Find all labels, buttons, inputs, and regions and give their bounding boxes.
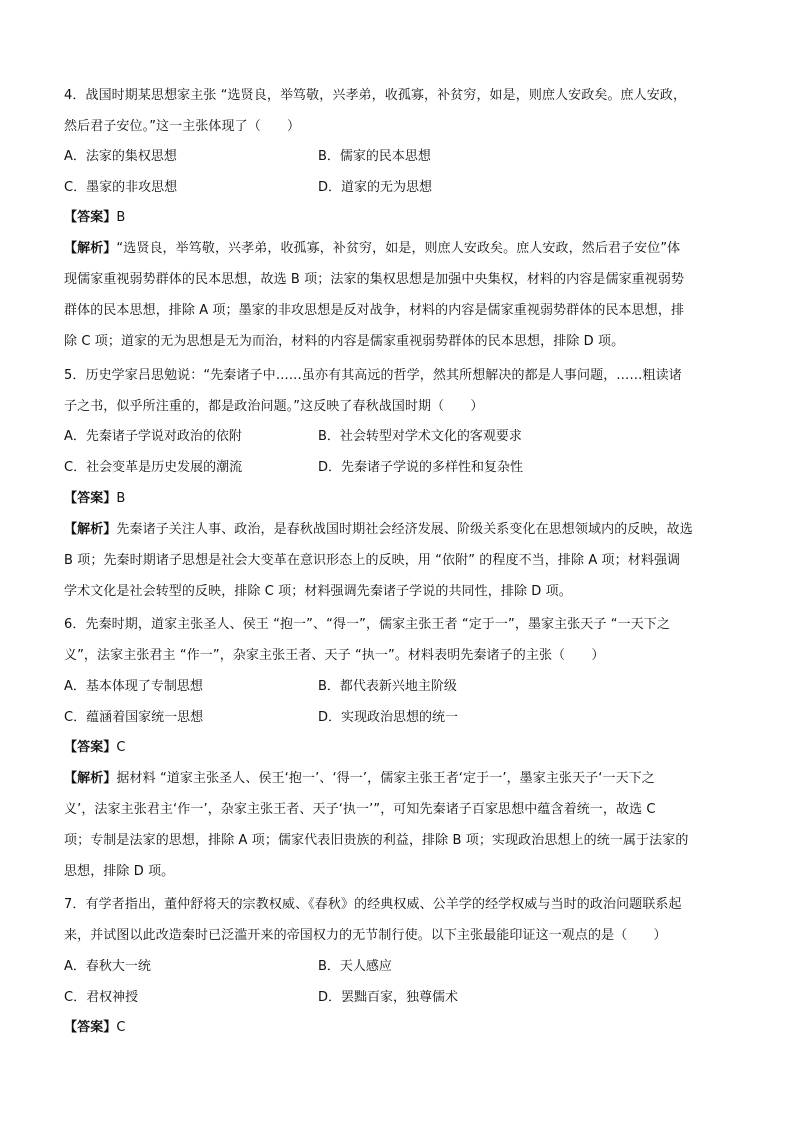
q7-option-c: C．君权神授 — [64, 990, 139, 1005]
q5-answer — [64, 491, 125, 507]
analysis-tag: 【解析】 — [64, 522, 117, 537]
q7-answer — [64, 1020, 126, 1036]
q4-stem-line-2: 然后君子安位。”这一主张体现了（ ） — [64, 119, 301, 134]
q4-option-b: B．儒家的民本思想 — [318, 149, 431, 164]
q5-stem-line-2: 子之书，似乎所注重的，都是政治问题。”这反映了春秋战国时期（ ） — [64, 399, 484, 414]
q5-option-a: A．先秦诸子学说对政治的依附 — [64, 429, 242, 444]
q5-stem-line-1: 5．历史学家吕思勉说：“先秦诸子中……虽亦有其高远的哲学，然其所想解决的都是人事问题，……粗读诸 — [64, 368, 682, 383]
answer-tag: 【答案】 — [64, 210, 117, 225]
q7-stem-line-1: 7．有学者指出，董仲舒将天的宗教权威、《春秋》的经典权威、公羊学的经学权威与当时的政治问题联系起 — [64, 897, 682, 912]
answer-value: C — [116, 740, 126, 755]
q4-option-a: A．法家的集权思想 — [64, 149, 177, 164]
q6-option-b: B．都代表新兴地主阶级 — [318, 679, 457, 694]
q6-option-c: C．蕴涵着国家统一思想 — [64, 710, 204, 725]
q6-analysis-line-4: 思想，排除 D 项。 — [64, 864, 175, 879]
q4-answer — [64, 210, 125, 226]
q4-option-c: C．墨家的非攻思想 — [64, 180, 178, 195]
analysis-text: 先秦诸子关注人事、政治，是春秋战国时期社会经济发展、阶级关系变化在思想领域内的反映，故选 — [116, 522, 693, 537]
q6-analysis-line-3: 项；专制是法家的思想，排除 A 项；儒家代表旧贵族的利益，排除 B 项；实现政治思想上的统一属于法家的 — [64, 833, 689, 848]
q6-answer — [64, 740, 126, 756]
answer-tag: 【答案】 — [64, 491, 117, 506]
q6-option-d: D．实现政治思想的统一 — [318, 710, 459, 725]
q6-option-a: A．基本体现了专制思想 — [64, 679, 203, 694]
q4-analysis-line-3: 群体的民本思想，排除 A 项；墨家的非攻思想是反对战争，材料的内容是儒家重视弱势群体的民本思想，排 — [64, 303, 685, 318]
q5-option-c: C．社会变革是历史发展的潮流 — [64, 460, 243, 475]
analysis-tag: 【解析】 — [64, 241, 117, 256]
q4-analysis-line-1 — [64, 241, 680, 257]
answer-tag: 【答案】 — [64, 1020, 117, 1035]
q6-analysis-line-2: 义’，法家主张君主‘作一’，杂家主张王者、天子‘执一’”，可知先秦诸子百家思想中蕴含着统一，故选 C — [64, 802, 656, 817]
q4-option-d: D．道家的无为思想 — [318, 180, 433, 195]
analysis-text: “选贤良，举笃敬，兴孝弟，收孤寡，补贫穷，如是，则庶人安政矣。庶人安政，然后君子安位”体 — [116, 241, 681, 256]
q5-analysis-line-1 — [64, 522, 693, 538]
q5-option-d: D．先秦诸子学说的多样性和复杂性 — [318, 460, 524, 475]
answer-value: C — [116, 1020, 126, 1035]
q7-option-b: B．天人感应 — [318, 959, 392, 974]
q4-analysis-line-2: 现儒家重视弱势群体的民本思想，故选 B 项；法家的集权思想是加强中央集权，材料的内容是儒家重视弱势 — [64, 272, 685, 287]
analysis-tag: 【解析】 — [64, 771, 117, 786]
answer-value: B — [116, 491, 126, 506]
q7-option-d: D．罢黜百家，独尊儒术 — [318, 990, 459, 1005]
q6-analysis-line-1 — [64, 771, 655, 787]
q5-option-b: B．社会转型对学术文化的客观要求 — [318, 429, 522, 444]
q5-analysis-line-3: 学术文化是社会转型的反映，排除 C 项；材料强调先秦诸子学说的共同性，排除 D 项。 — [64, 584, 572, 599]
answer-value: B — [116, 210, 126, 225]
analysis-text: 据材料 “道家主张圣人、侯王‘抱一’、‘得一’，儒家主张王者‘定于一’，墨家主张天子‘一天下之 — [116, 771, 655, 786]
answer-tag: 【答案】 — [64, 740, 117, 755]
q6-stem-line-2: 义”，法家主张君主 “作一”，杂家主张王者、天子 “执一”。材料表明先秦诸子的主张（ ） — [64, 648, 605, 663]
q7-option-a: A．春秋大一统 — [64, 959, 151, 974]
q4-stem-line-1: 4．战国时期某思想家主张 “选贤良，举笃敬，兴孝弟，收孤寡，补贫穷，如是，则庶人安政矣。庶人安政， — [64, 88, 687, 103]
q7-stem-line-2: 来，并试图以此改造秦时已泛滥开来的帝国权力的无节制行使。以下主张最能印证这一观点的是（ ） — [64, 928, 667, 943]
q4-analysis-line-4: 除 C 项；道家的无为思想是无为而治，材料的内容是儒家重视弱势群体的民本思想，排除 D 项。 — [64, 334, 625, 349]
q5-analysis-line-2: B 项；先秦时期诸子思想是社会大变革在意识形态上的反映，用 “依附” 的程度不当，排除 A 项；材料强调 — [64, 553, 681, 568]
q6-stem-line-1: 6．先秦时期，道家主张圣人、侯王 “抱一”、“得一”，儒家主张王者 “定于一”，墨家主张天子 “一天下之 — [64, 617, 671, 632]
